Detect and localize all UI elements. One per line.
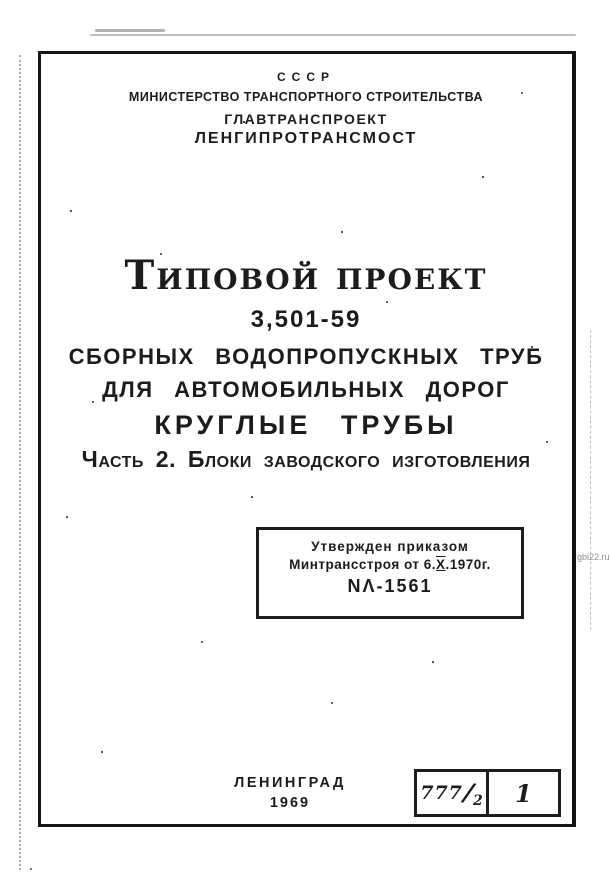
country-label: СССР (276, 70, 335, 84)
glavk-label: ГЛАВТРАНСПРОЕКТ (224, 111, 388, 127)
approval-date-suffix: .1970г. (445, 557, 491, 572)
site-watermark: gbi22.ru (577, 552, 610, 562)
approval-stamp-box (256, 527, 524, 619)
subtitle-line-3: КРУГЛЫЕ ТРУБЫ (154, 410, 458, 440)
sheet-stamp-box (414, 769, 561, 817)
subtitle-line-1: СБОРНЫХ ВОДОПРОПУСКНЫХ ТРУБ (68, 344, 544, 369)
scan-smudge-top (90, 34, 576, 36)
subtitle-line-4: Часть 2. Блоки заводского изготовления (81, 446, 531, 472)
institute-label: ЛЕНГИПРОТРАНСМОСТ (194, 130, 418, 147)
approval-date-prefix: Минтрансстроя от 6. (289, 557, 436, 572)
approval-line-2 (259, 557, 521, 572)
document-main-title: Типовой проект (124, 252, 488, 299)
approval-line-1: Утвержден приказом (311, 539, 469, 554)
approval-order-number: NΛ-1561 (347, 576, 433, 596)
city-label: ЛЕНИНГРАД (234, 775, 346, 791)
sheet-code-cell (417, 772, 489, 814)
ministry-label: МИНИСТЕРСТВО ТРАНСПОРТНОГО СТРОИТЕЛЬСТВА (128, 90, 484, 104)
year-label: 1969 (269, 795, 311, 811)
scan-edge-artifact-left (19, 55, 21, 870)
scan-smudge-top-dark (95, 29, 165, 32)
approval-roman-month: X (436, 557, 446, 572)
scan-edge-artifact-right (590, 330, 591, 630)
sheet-code-denominator: 2 (473, 793, 483, 809)
subtitle-line-2: ДЛЯ АВТОМОБИЛЬНЫХ ДОРОГ (102, 377, 510, 402)
project-number: 3,501-59 (250, 306, 362, 333)
scan-noise-specks (0, 0, 2, 2)
sheet-code-numerator: 777 (420, 782, 463, 804)
sheet-number-cell: 1 (515, 778, 532, 808)
fraction-slash: / (461, 777, 476, 807)
